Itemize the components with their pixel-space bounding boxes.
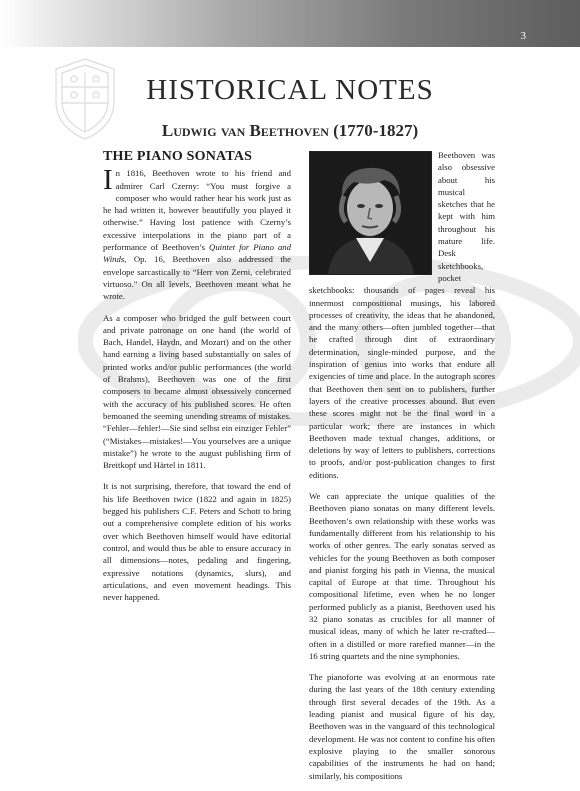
left-p1-italic: Quintet for Piano and Winds, [103,242,291,265]
right-paragraph-2: We can appreciate the unique qualities of the Beethoven piano sonatas on many different levels. Beethoven’s own relationship with these works was fundamentally different from his relationship to his works of other genres. The early sonatas served as vehicles for the young Beethoven as both composer and pianist forging his path in Vienna, the musical capital of Europe at that time. Throughout his compositional lifetime, even when he no longer performed publicly as a pianist, Beethoven used his 32 piano sonatas as crucibles for all manner of musical ideas, many of which he later re-crafted—often in a distilled or more rarefied manner—in the 16 string quartets and the nine symphonies. [309,491,495,661]
right-paragraph-1 [309,149,495,481]
right-column [309,149,495,791]
composer-years: (1770-1827) [333,121,419,140]
left-p1-end: Op. 16, Beethoven also addressed the envelope sarcastically to “Herr von Zerni, celebrated virtuoso.” On all levels, Beethoven meant what he wrote. [103,254,291,302]
left-paragraph-1 [103,164,291,302]
right-p1-text: Beethoven was also obsessive about his musical sketches that he kept with him throughout his mature life. Desk sketchbooks, pocket sketchbooks: thousands of pages reveal his innermost compositional musings, his labored processes of creativity, the ideas that he abandoned, and the many others—often jumbled together—that he crafted through dint of extraordinary determination, single-minded purpose, and the inspiration of genius into works that endure all exigencies of time and place. In the autograph scores that Beethoven then sent on to publishers, further layers of the creative processes abound. But even these scores might not be the final word in a particular work; there are instances in which Beethoven made textual changes, additions, or deletions by way of letters to publishers, corrections to proofs, and/or post-publication changes to first editions. [309,150,495,480]
page-title: HISTORICAL NOTES [146,74,434,106]
composer-heading [0,121,580,141]
left-paragraph-3: It is not surprising, therefore, that toward the end of his life Beethoven twice (1822 and again in 1825) begged his publishers C.F. Peters and Schott to bring out a comprehensive complete edition of his works over which Beethoven himself would have editorial control, and would thus be able to ensure accuracy in all dimensions—notes, pedaling and fingering, expressive notations (dynamics, slurs), and articulations, and even movement headings. This never happened. [103,481,291,603]
drop-cap: I [103,164,113,197]
left-paragraph-2: As a composer who bridged the gulf between court and private patronage on one hand (the world of Bach, Handel, Haydn, and Mozart) and on the other hand earning a living based substantially on sales of printed works and/or public performances (the world of Brahms), Beethoven was one of the first composers to became almost obsessively concerned with the accuracy of his published scores. He often bemoaned the seeming unending streams of mistakes. “Fehler—fehler!—Sie sind selbst ein einziger Fehler” (“Mistakes—mistakes!—You yourselves are a unique mistake”) he wrote to the august publishing firm of Breitkopf und Härtel in 1811. [103,312,291,471]
header-band [0,0,580,47]
left-column [103,149,291,612]
portrait-image [310,152,431,274]
right-paragraph-3: The pianoforte was evolving at an enormous rate during the last years of the 18th century extending through first several decades of the 19th. As a leading pianist and musical figure of his day, Beethoven was in the vanguard of this technological development. He was not content to confine his often explosive playing to the smaller sonorous capabilities of the instruments he had on hand; similarly, his compositions [309,672,495,781]
composer-name: Ludwig van Beethoven [161,121,329,140]
left-p1-start: n 1816, Beethoven wrote to his friend and admirer Carl Czerny: “You must forgive a composer who would rather hear his work just as he had written it, however beautifully you played it otherwise.” Having lost patience with Czerny’s excessive interpolations in the piano part of a performance of Beethoven’s [103,168,291,253]
page-number: 3 [520,30,526,42]
section-heading: THE PIANO SONATAS [103,149,253,164]
beethoven-portrait [309,151,432,275]
